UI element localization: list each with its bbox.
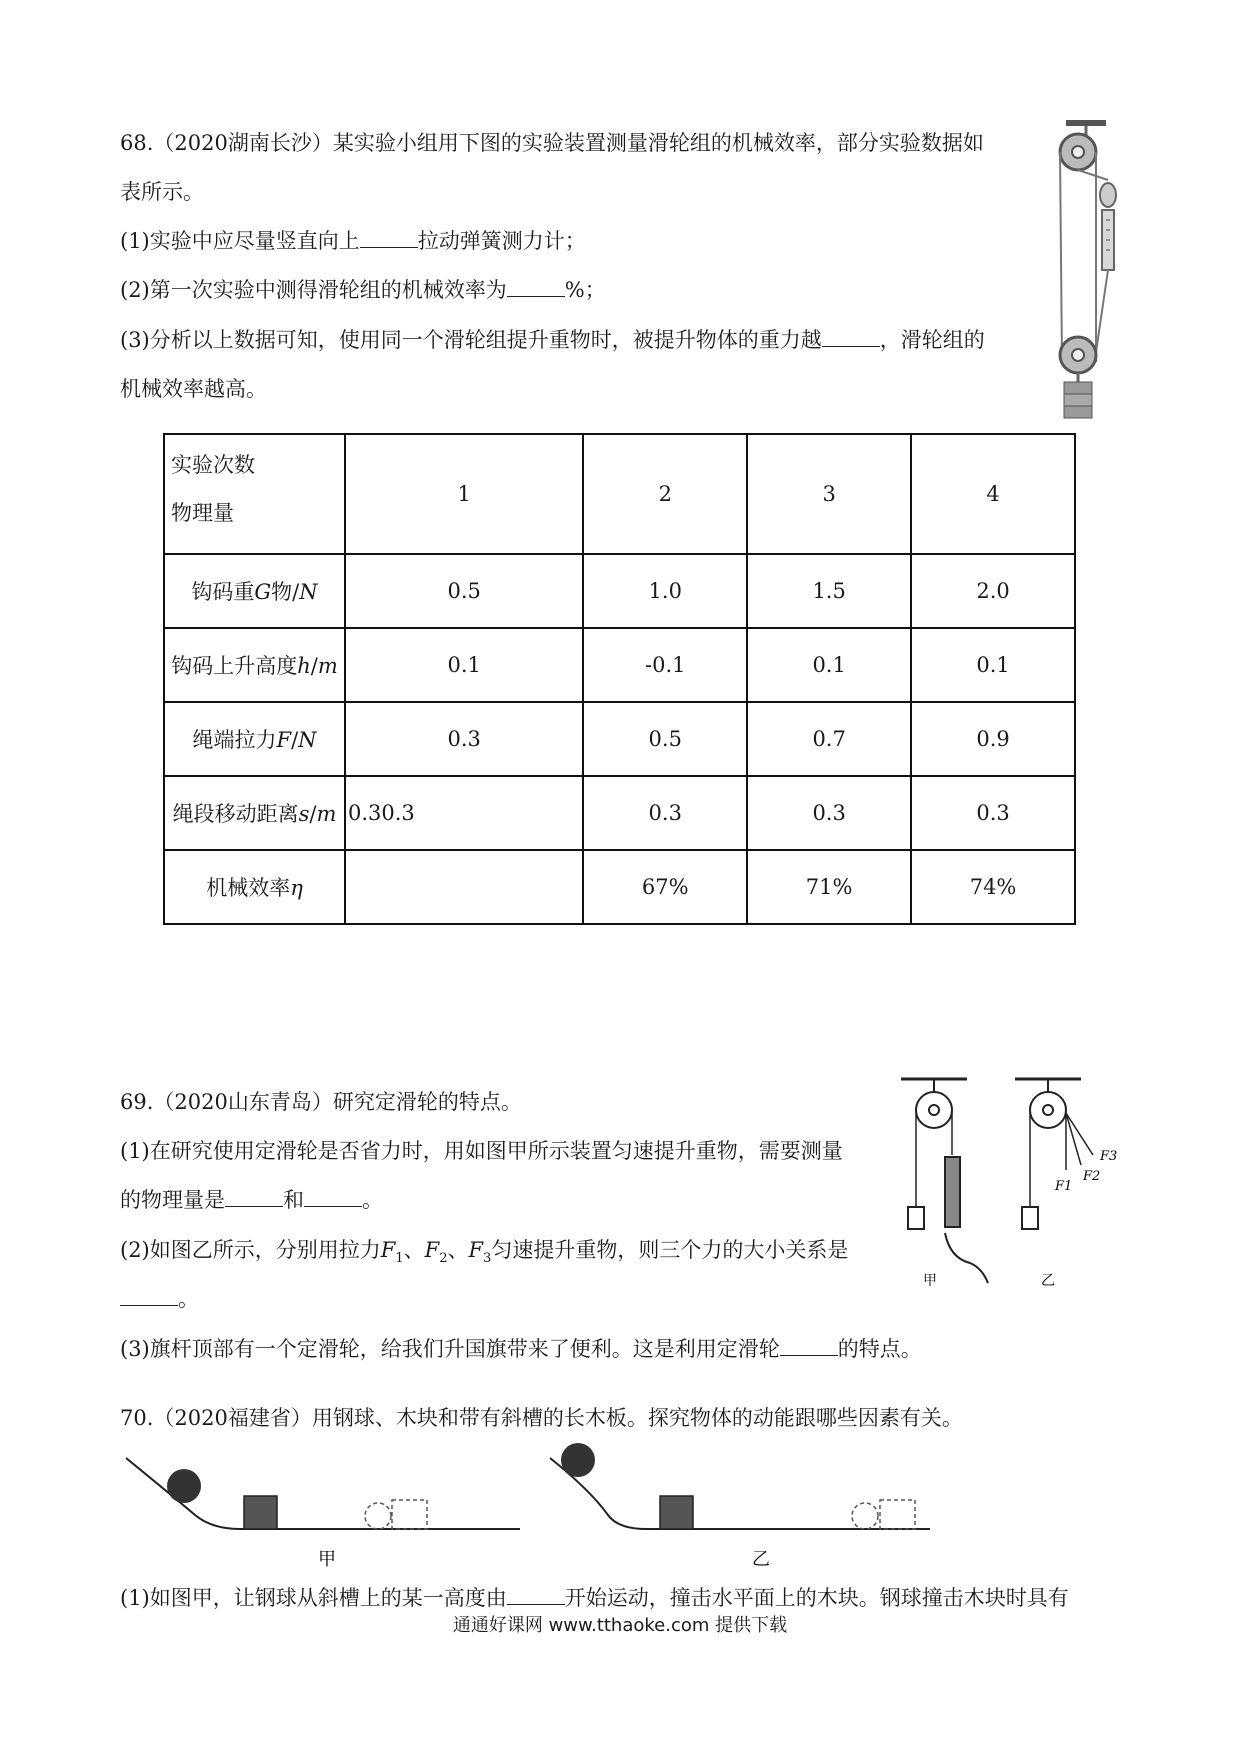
table-cell: 0.1 <box>911 628 1075 702</box>
force-label-f2: F2 <box>1083 1169 1101 1184</box>
column-header: 4 <box>911 434 1075 554</box>
row-label: 钩码上升高度h/m <box>164 628 345 702</box>
q70-part1-pre: (1)如图甲，让钢球从斜槽上的某一高度由 <box>120 1586 507 1610</box>
pulley-block-figure <box>1050 120 1130 425</box>
force-label-f1: F1 <box>1055 1179 1073 1194</box>
q69-line1: 69.（2020山东青岛）研究定滑轮的特点。 <box>120 1090 522 1114</box>
q68-part1-post: 拉动弹簧测力计； <box>417 229 586 253</box>
q69-part2-post: 匀速提升重物，则三个力的大小关系是 <box>491 1238 849 1262</box>
header-trial-label: 实验次数 <box>171 453 255 477</box>
row-label: 绳端拉力F/N <box>164 702 345 776</box>
fig-label-yi: 乙 <box>1041 1273 1055 1289</box>
fixed-pulley-figures <box>895 1075 1155 1290</box>
row-label: 钩码重G物/N <box>164 554 345 628</box>
answer-blank[interactable] <box>822 328 880 347</box>
fig-label-yi: 乙 <box>752 1549 770 1570</box>
table-cell: 67% <box>583 850 747 924</box>
q68-part3-pre: (3)分析以上数据可知，使用同一个滑轮组提升重物时，被提升物体的重力越 <box>120 328 822 352</box>
q70-part1-post: 开始运动，撞击水平面上的木块。钢球撞击木块时具有 <box>564 1586 1069 1610</box>
q68-part3 <box>120 325 985 355</box>
table-row <box>164 628 1075 702</box>
q69-part2-pre: (2)如图乙所示，分别用拉力 <box>120 1238 381 1262</box>
q68-part2 <box>120 275 606 305</box>
table-cell: 2.0 <box>911 554 1075 628</box>
q68-part2-pre: (2)第一次实验中测得滑轮组的机械效率为 <box>120 278 507 302</box>
table-cell: 0.1 <box>345 628 583 702</box>
table-cell: 0.3 <box>747 776 911 850</box>
q69-part3-pre: (3)旗杆顶部有一个定滑轮，给我们升国旗带来了便利。这是利用定滑轮 <box>120 1337 780 1361</box>
table-cell: 0.1 <box>747 628 911 702</box>
q69-part2-line2 <box>120 1284 199 1314</box>
table-cell: 0.5 <box>345 554 583 628</box>
experiment-data-table <box>163 433 1076 925</box>
q70-part1 <box>120 1583 1069 1613</box>
row-label: 机械效率η <box>164 850 345 924</box>
q69-part1-line2 <box>120 1185 383 1215</box>
q69-part1b-pre: 的物理量是 <box>120 1188 225 1212</box>
q68-part1 <box>120 226 586 256</box>
force-label-f3: F3 <box>1100 1149 1118 1164</box>
answer-blank[interactable] <box>304 1188 362 1207</box>
table-row <box>164 850 1075 924</box>
table-cell: -0.1 <box>583 628 747 702</box>
table-cell: 0.3 <box>345 702 583 776</box>
q68-line2: 表所示。 <box>120 180 204 204</box>
ramp-figures <box>120 1440 960 1570</box>
table-header-row <box>164 434 1075 554</box>
column-header: 3 <box>747 434 911 554</box>
table-cell: 1.5 <box>747 554 911 628</box>
answer-blank[interactable] <box>780 1337 838 1356</box>
table-cell: 0.5 <box>583 702 747 776</box>
q69-part1b-mid: 和 <box>283 1188 304 1212</box>
q68-part3-post: ，滑轮组的 <box>879 328 985 352</box>
table-cell <box>345 850 583 924</box>
column-header: 1 <box>345 434 583 554</box>
table-cell: 0.9 <box>911 702 1075 776</box>
fig-label-jia: 甲 <box>318 1549 336 1570</box>
row-label: 绳段移动距离s/m <box>164 776 345 850</box>
header-quantity-label: 物理量 <box>171 501 234 525</box>
fig-label-jia: 甲 <box>923 1273 937 1289</box>
answer-blank[interactable] <box>225 1188 283 1207</box>
q69-part2: (2)如图乙所示，分别用拉力$F_1$、$F_2$、$F_3$匀速提升重物，则三个力的大小关系是 <box>120 1238 849 1267</box>
table-corner-cell <box>164 434 345 554</box>
q69-part3 <box>120 1334 922 1364</box>
page-footer: 通通好课网 www.tthaoke.com 提供下载 <box>452 1615 788 1636</box>
q68-part3-line2: 机械效率越高。 <box>120 377 267 401</box>
answer-blank[interactable] <box>120 1287 178 1306</box>
table-row <box>164 776 1075 850</box>
table-cell: 0.3 <box>911 776 1075 850</box>
table-cell: 1.0 <box>583 554 747 628</box>
q68-part2-post: %； <box>564 278 606 302</box>
q68-part1-pre: (1)实验中应尽量竖直向上 <box>120 229 360 253</box>
table-cell: 0.7 <box>747 702 911 776</box>
table-cell: 0.3 <box>583 776 747 850</box>
q69-part1: (1)在研究使用定滑轮是否省力时，用如图甲所示装置匀速提升重物，需要测量 <box>120 1139 843 1163</box>
q69-part2b-post: 。 <box>178 1287 199 1311</box>
answer-blank[interactable] <box>360 229 418 248</box>
column-header: 2 <box>583 434 747 554</box>
q68-line1: 68.（2020湖南长沙）某实验小组用下图的实验装置测量滑轮组的机械效率，部分实验数据如 <box>120 131 984 155</box>
table-cell: 74% <box>911 850 1075 924</box>
q69-part1b-post: 。 <box>362 1188 383 1212</box>
table-row <box>164 554 1075 628</box>
q70-line1: 70.（2020福建省）用钢球、木块和带有斜槽的长木板。探究物体的动能跟哪些因素有关。 <box>120 1406 963 1430</box>
table-cell: 0.30.3 <box>345 776 583 850</box>
answer-blank[interactable] <box>507 278 565 297</box>
table-row <box>164 702 1075 776</box>
table-cell: 71% <box>747 850 911 924</box>
q69-part3-post: 的特点。 <box>837 1337 922 1361</box>
answer-blank[interactable] <box>507 1586 565 1605</box>
